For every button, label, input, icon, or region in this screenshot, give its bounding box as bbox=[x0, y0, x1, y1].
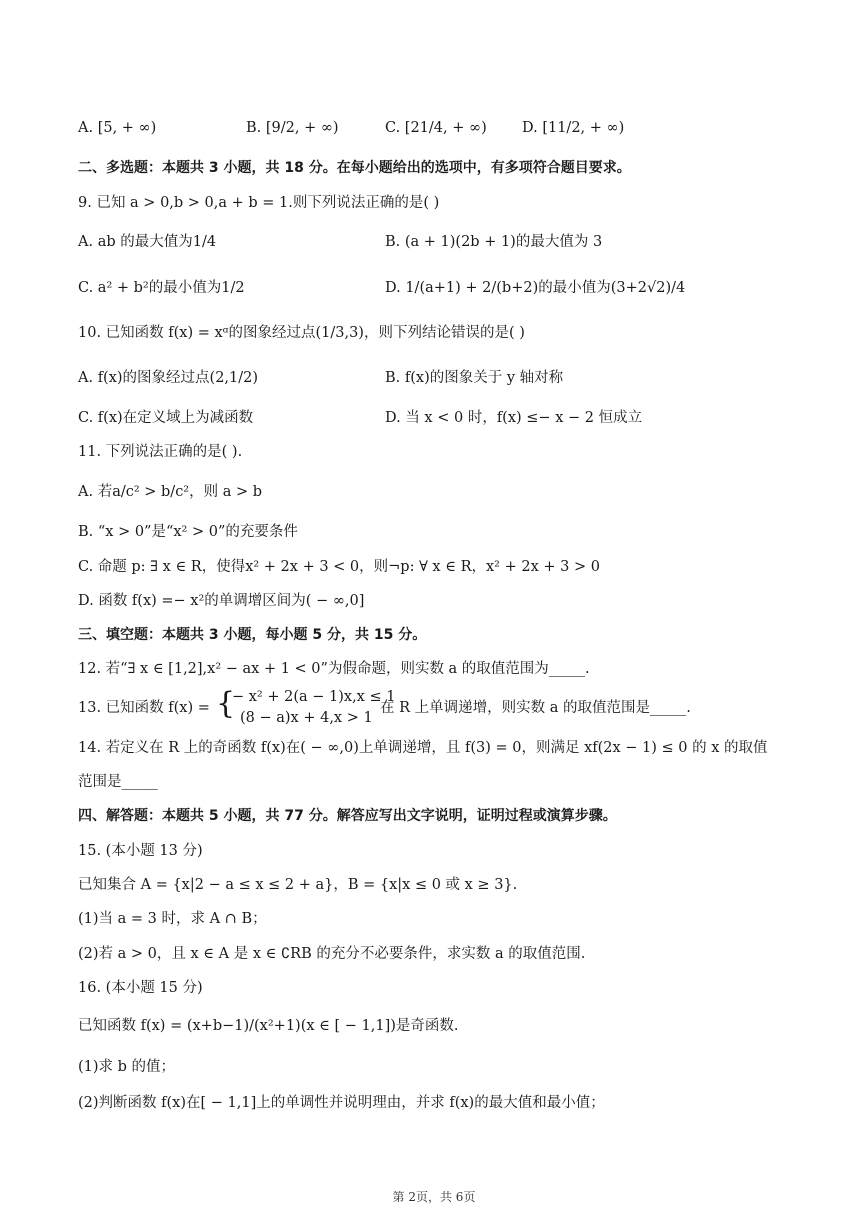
q15-part1: (1)当 a = 3 时，求 A ∩ B； bbox=[78, 911, 267, 927]
q8-option-d: D. [11/2, + ∞) bbox=[522, 120, 625, 136]
q10-option-d: D. 当 x < 0 时，f(x) ≤− x − 2 恒成立 bbox=[385, 410, 643, 426]
q12-stem: 12. 若“∃ x ∈ [1,2],x² − ax + 1 < 0”为假命题，则实数 a 的取值范围为_____. bbox=[78, 661, 590, 677]
q14-line2: 范围是_____ bbox=[78, 774, 158, 790]
q10-option-c: C. f(x)在定义域上为减函数 bbox=[78, 410, 254, 426]
q11-option-c: C. 命题 p: ∃ x ∈ R，使得x² + 2x + 3 < 0，则¬p: ∀ x ∈ R，x² + 2x + 3 > 0 bbox=[78, 559, 600, 575]
q15-part2: (2)若 a > 0，且 x ∈ A 是 x ∈ ∁RB 的充分不必要条件，求实数 a 的取值范围. bbox=[78, 946, 586, 962]
q9-option-d: D. 1/(a+1) + 2/(b+2)的最小值为(3+2√2)/4 bbox=[385, 280, 686, 296]
q16-title: 16. (本小题 15 分) bbox=[78, 980, 203, 996]
q8-option-a: A. [5, + ∞) bbox=[78, 120, 157, 136]
q11-option-d: D. 函数 f(x) =− x²的单调增区间为( − ∞,0] bbox=[78, 593, 365, 609]
q10-stem: 10. 已知函数 f(x) = xᵅ的图象经过点(1/3,3)，则下列结论错误的是( ) bbox=[78, 325, 525, 341]
q8-option-c: C. [21/4, + ∞) bbox=[385, 120, 487, 136]
q15-given: 已知集合 A = {x|2 − a ≤ x ≤ 2 + a}，B = {x|x ≤ 0 或 x ≥ 3}. bbox=[78, 877, 518, 893]
q8-option-b: B. [9/2, + ∞) bbox=[246, 120, 339, 136]
q16-part1: (1)求 b 的值； bbox=[78, 1059, 176, 1075]
q13-piece2: (8 − a)x + 4,x > 1 bbox=[240, 710, 373, 726]
q13-piece1: − x² + 2(a − 1)x,x ≤ 1 bbox=[232, 689, 396, 705]
q9-option-a: A. ab 的最大值为1/4 bbox=[78, 234, 217, 250]
q13-suffix: 在 R 上单调递增，则实数 a 的取值范围是_____. bbox=[380, 700, 691, 716]
q15-title: 15. (本小题 13 分) bbox=[78, 843, 203, 859]
q10-option-b: B. f(x)的图象关于 y 轴对称 bbox=[385, 370, 564, 386]
q13-brace: { bbox=[216, 686, 236, 721]
q9-option-c: C. a² + b²的最小值为1/2 bbox=[78, 280, 245, 296]
q11-stem: 11. 下列说法正确的是( ). bbox=[78, 444, 243, 460]
q10-option-a: A. f(x)的图象经过点(2,1/2) bbox=[78, 370, 259, 386]
page-footer: 第 2页，共 6页 bbox=[392, 1190, 476, 1204]
section2-header: 二、多选题：本题共 3 小题，共 18 分。在每小题给出的选项中，有多项符合题目要求。 bbox=[78, 160, 631, 176]
q16-part2: (2)判断函数 f(x)在[ − 1,1]上的单调性并说明理由，并求 f(x)的最大值和最小值； bbox=[78, 1095, 605, 1111]
q13-prefix: 13. 已知函数 f(x) = bbox=[78, 700, 210, 716]
section3-header: 三、填空题：本题共 3 小题，每小题 5 分，共 15 分。 bbox=[78, 627, 427, 643]
q16-given: 已知函数 f(x) = (x+b−1)/(x²+1)(x ∈ [ − 1,1])是奇函数. bbox=[78, 1018, 459, 1034]
q11-option-b: B. “x > 0”是“x² > 0”的充要条件 bbox=[78, 524, 298, 540]
section4-header: 四、解答题：本题共 5 小题，共 77 分。解答应写出文字说明，证明过程或演算步骤。 bbox=[78, 808, 617, 824]
q9-option-b: B. (a + 1)(2b + 1)的最大值为 3 bbox=[385, 234, 603, 250]
q9-stem: 9. 已知 a > 0,b > 0,a + b = 1.则下列说法正确的是( ) bbox=[78, 195, 440, 211]
q11-option-a: A. 若a/c² > b/c²，则 a > b bbox=[78, 484, 263, 500]
q14-line1: 14. 若定义在 R 上的奇函数 f(x)在( − ∞,0)上单调递增，且 f(3) = 0，则满足 xf(2x − 1) ≤ 0 的 x 的取值 bbox=[78, 740, 768, 756]
